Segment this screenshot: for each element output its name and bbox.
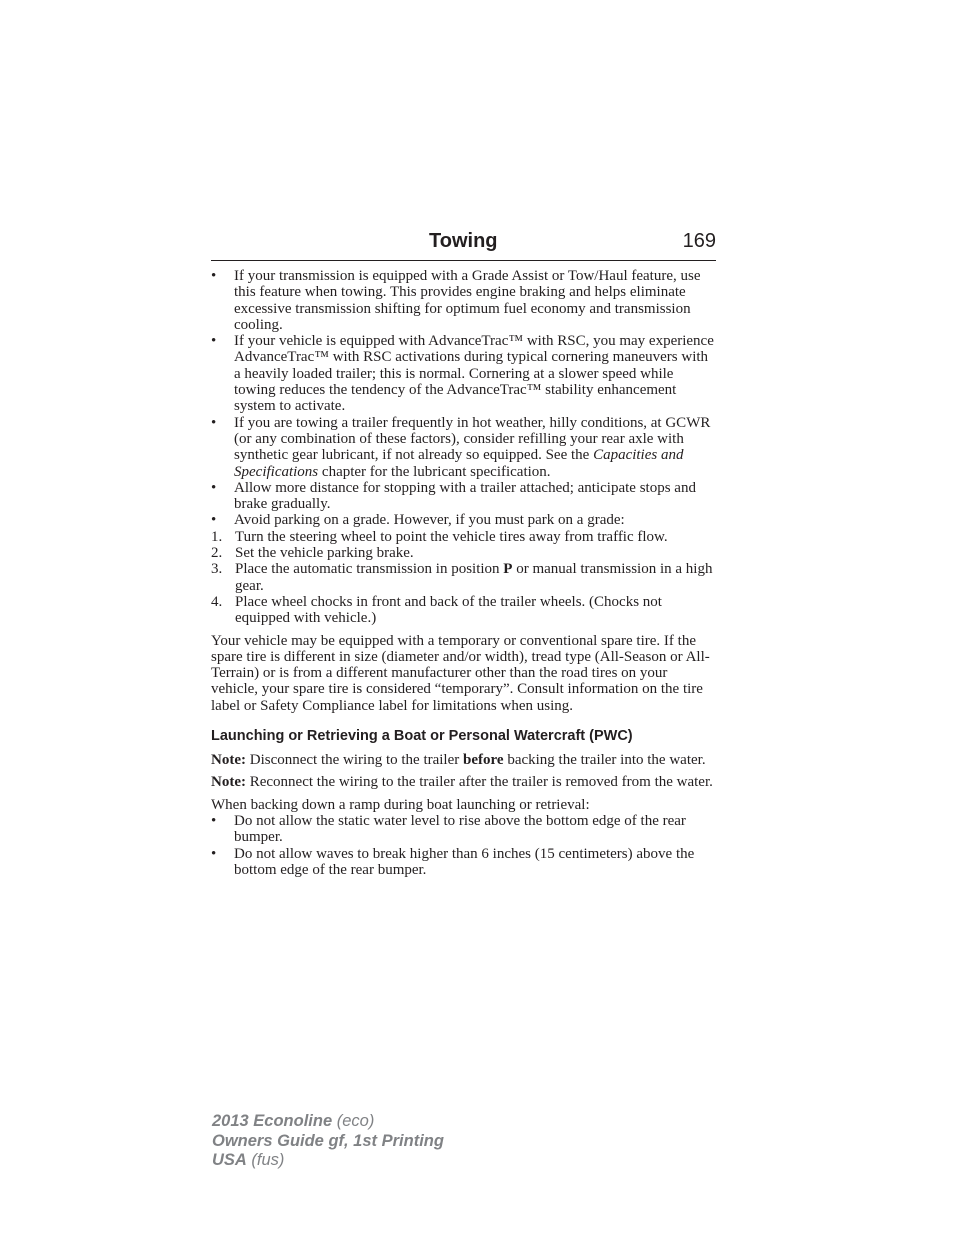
page-footer <box>212 1112 444 1171</box>
list-item: • If your transmission is equipped with a Grade Assist or Tow/Haul feature, use this feature when towing. This provides engine braking and helps eliminate excessive transmission shifting for optimum fuel economy and transmission cooling. <box>211 268 716 333</box>
step-item: 3. Place the automatic transmission in position P or manual transmission in a high gear. <box>211 561 713 594</box>
section-title: Towing <box>429 230 498 252</box>
list-item: • Allow more distance for stopping with a trailer attached; anticipate stops and brake gradually. <box>211 480 716 513</box>
page-content <box>211 268 716 878</box>
list-item: • Do not allow the static water level to rise above the bottom edge of the rear bumper. <box>211 813 716 846</box>
note-reconnect: Note: Reconnect the wiring to the trailer after the trailer is removed from the water. <box>211 774 713 791</box>
list-item: • Avoid parking on a grade. However, if you must park on a grade: 1. Turn the steering wheel to point the vehicle tires away from traffic flow. 2. Set the vehicle parking brake. 3. Place the automatic transmission in position P or manual transmission in a high gear. 4. Place wheel chocks in front and back of the trailer wheels. (Chocks not equipped with vehicle.) <box>211 512 716 626</box>
note-disconnect: Note: Disconnect the wiring to the trailer before backing the trailer into the water. <box>211 752 706 769</box>
ramp-intro: When backing down a ramp during boat launching or retrieval: <box>211 796 590 813</box>
page-header <box>211 228 716 261</box>
parking-steps-list <box>211 529 716 627</box>
step-item: 1. Turn the steering wheel to point the vehicle tires away from traffic flow. <box>211 528 668 545</box>
towing-tips-list <box>211 268 716 627</box>
boat-launch-subheading: Launching or Retrieving a Boat or Personal Watercraft (PWC) <box>211 728 633 745</box>
footer-line-region: USA (fus) <box>212 1151 285 1169</box>
list-item: • If your vehicle is equipped with AdvanceTrac™ with RSC, you may experience AdvanceTrac™ with RSC activations during typical cornering maneuvers with a heavily loaded trailer; this is normal. Cornering at a slower speed while towing reduces the tendency of the AdvanceTrac™ stability enhancement system to activate. <box>211 333 716 414</box>
spare-tire-paragraph: Your vehicle may be equipped with a temporary or conventional spare tire. If the spare tire is different in size (diameter and/or width), tread type (All-Season or All-Terrain) or is from a different manufacturer other than the road tires on your vehicle, your spare tire is considered “temporary”. Consult information on the tire label or Safety Compliance label for limitations when using. <box>211 632 710 714</box>
ramp-tips-list <box>211 813 716 878</box>
chapter-reference: Capacities and Specifications <box>234 447 684 480</box>
list-item: • Do not allow waves to break higher than 6 inches (15 centimeters) above the bottom edge of the rear bumper. <box>211 846 716 879</box>
page-number: 169 <box>682 230 716 252</box>
list-item: • If you are towing a trailer frequently in hot weather, hilly conditions, at GCWR (or any combination of these factors), consider refilling your rear axle with synthetic gear lubricant, if not already so equipped. See the Capacities and Specifications chapter for the lubricant specification. <box>211 415 716 480</box>
footer-line-model: 2013 Econoline (eco) <box>212 1112 375 1130</box>
footer-line-guide: Owners Guide gf, 1st Printing <box>212 1131 444 1150</box>
step-item: 4. Place wheel chocks in front and back of the trailer wheels. (Chocks not equipped with vehicle.) <box>211 593 662 627</box>
step-item: 2. Set the vehicle parking brake. <box>211 545 414 562</box>
